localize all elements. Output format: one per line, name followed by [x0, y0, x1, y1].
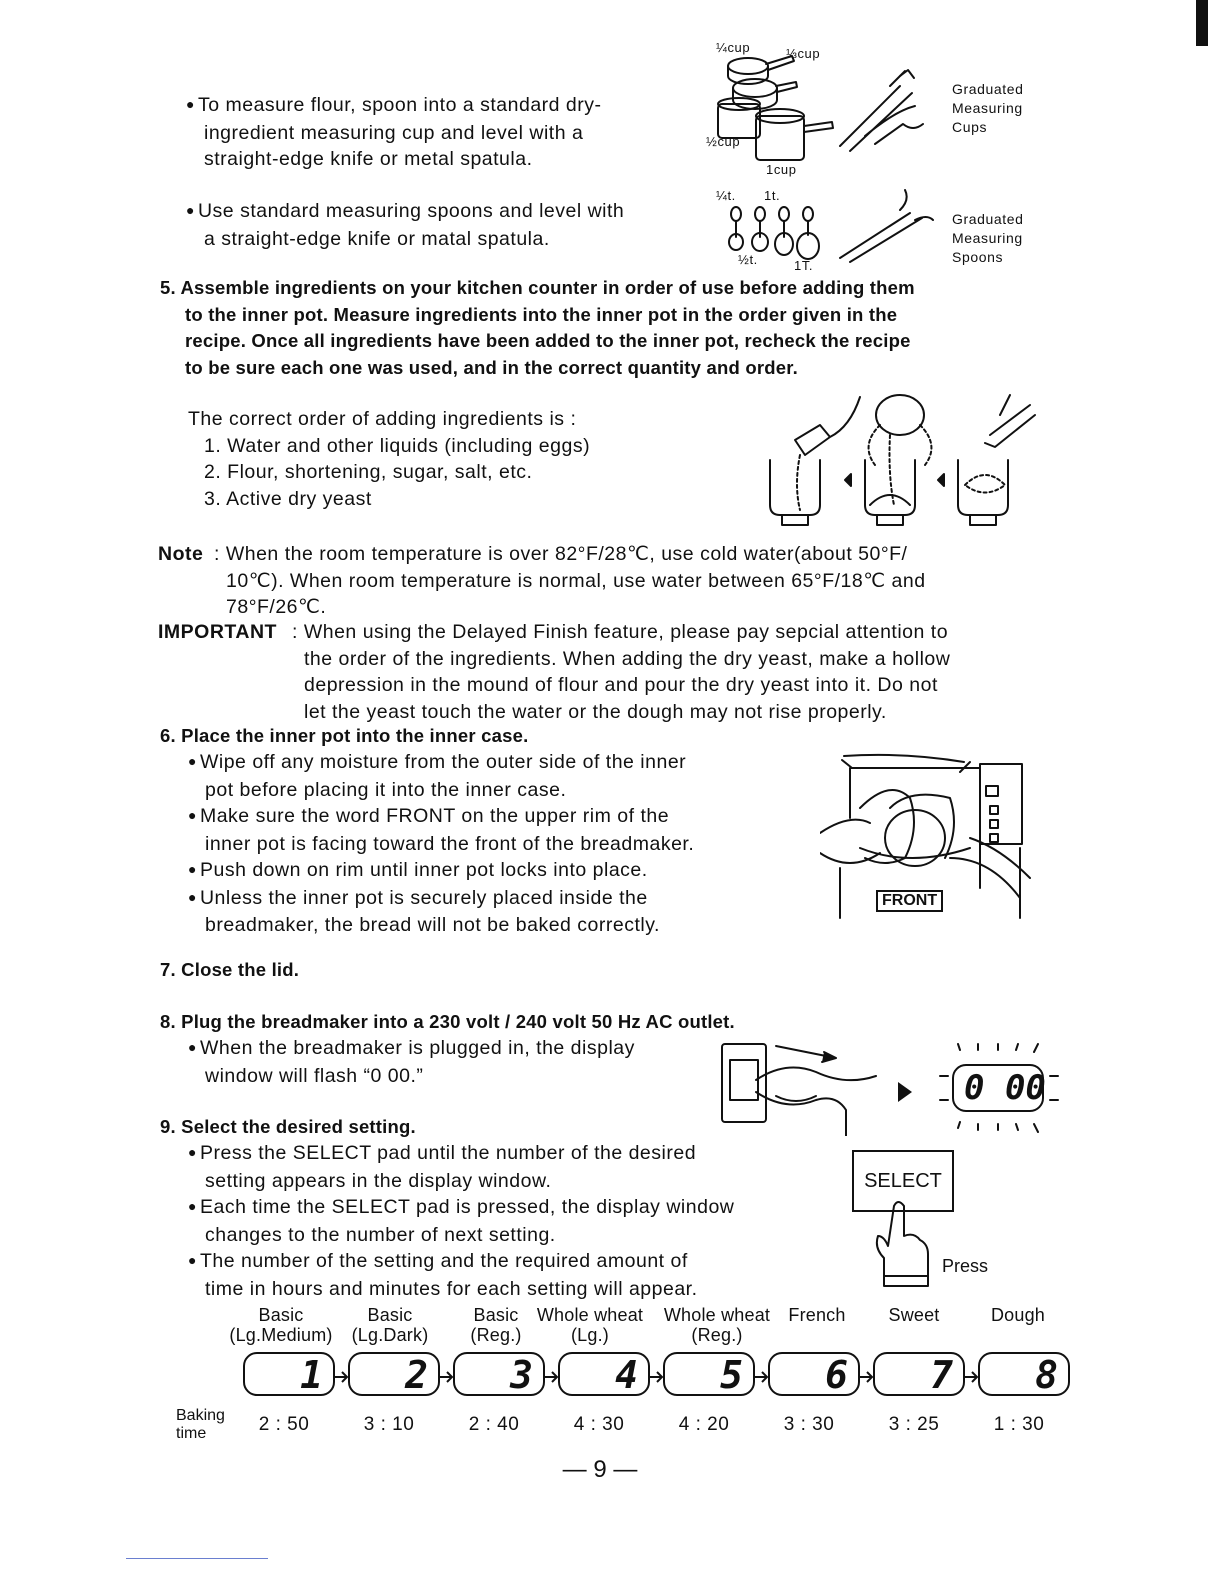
step8-bullet — [188, 1035, 635, 1089]
order-item: 2. Flour, shortening, sugar, salt, etc. — [204, 461, 533, 483]
step9-title: 9. Select the desired setting. — [160, 1116, 416, 1137]
spoon-line: ● Use standard measuring spoons and level with — [186, 198, 624, 226]
spoon-label-half: ½t. — [738, 252, 758, 267]
setting-display-3 — [453, 1352, 545, 1396]
step8-bullet-cont: window will flash “0 00.” — [205, 1064, 424, 1087]
step5-line: to be sure each one was used, and in the correct quantity and order. — [185, 356, 798, 378]
cups-caption-line: Cups — [952, 119, 988, 135]
step6-bullet: ● Push down on rim until inner pot locks into place. — [188, 857, 694, 885]
step6-bullet-cont: pot before placing it into the inner case. — [205, 778, 567, 801]
setting-number: 3 — [510, 1353, 533, 1397]
baking-time-1: 2 : 50 — [258, 1414, 310, 1435]
chevron-right-icon — [545, 1370, 559, 1384]
plug-illustration — [716, 1036, 896, 1136]
note-line: 78°F/26℃. — [226, 596, 327, 618]
baking-time-label-line: time — [176, 1425, 207, 1442]
important-label: IMPORTANT — [158, 621, 277, 643]
chevron-right-icon — [440, 1370, 454, 1384]
baking-time-label-line: Baking — [176, 1407, 225, 1424]
setting-name: Basic — [367, 1305, 413, 1325]
cups-caption-line: Measuring — [952, 100, 1023, 116]
baking-time-7: 3 : 25 — [888, 1414, 940, 1435]
setting-name: Sweet — [888, 1305, 940, 1325]
spoon-label-tbsp: 1T. — [794, 258, 814, 273]
setting-sub: (Lg.Medium) — [229, 1325, 333, 1345]
pressing-finger-icon — [868, 1198, 938, 1290]
step9-bullets — [188, 1140, 734, 1302]
setting-sub: (Reg.) — [691, 1325, 743, 1345]
cup-label-quarter: ¼cup — [716, 40, 751, 55]
step9-bullet-cont: changes to the number of next setting. — [205, 1223, 556, 1246]
setting-name: Basic — [258, 1305, 304, 1325]
setting-number: 8 — [1035, 1353, 1058, 1397]
note-line: 10℃). When room temperature is normal, use water between 65°F/18℃ and — [226, 569, 926, 592]
arrow-right-icon — [898, 1082, 912, 1102]
ingredient-order-illustration — [760, 385, 1050, 530]
note-label: Note — [158, 543, 204, 565]
step5-instruction — [160, 275, 915, 381]
order-item: 3. Active dry yeast — [204, 487, 372, 510]
step9-bullet: ● Press the SELECT pad until the number of the desired — [188, 1140, 734, 1168]
measure-flour-text — [186, 92, 602, 173]
cup-label-one: 1cup — [766, 162, 797, 177]
setting-label-4 — [530, 1305, 650, 1345]
flash-display-digits: 0 00 — [964, 1068, 1046, 1108]
order-intro: The correct order of adding ingredients is : — [188, 408, 577, 430]
step9-bullet: ● The number of the setting and the required amount of — [188, 1248, 734, 1276]
baking-time-5: 4 : 20 — [678, 1414, 730, 1435]
step9-bullet: ● Each time the SELECT pad is pressed, the display window — [188, 1194, 734, 1222]
front-label: FRONT — [876, 890, 943, 912]
setting-label-8 — [980, 1305, 1056, 1325]
chevron-right-icon — [965, 1370, 979, 1384]
setting-number: 6 — [825, 1353, 848, 1397]
setting-name: Dough — [990, 1305, 1046, 1325]
setting-display-8 — [978, 1352, 1070, 1396]
important-line: the order of the ingredients. When adding the dry yeast, make a hollow — [304, 647, 951, 670]
measure-spoons-text — [186, 198, 624, 252]
step7-title: 7. Close the lid. — [160, 959, 300, 980]
setting-label-5 — [656, 1305, 778, 1345]
setting-display-1 — [243, 1352, 335, 1396]
setting-number: 7 — [930, 1353, 953, 1397]
setting-sub: (Lg.Dark) — [351, 1325, 429, 1345]
step9-bullet-cont: setting appears in the display window. — [205, 1169, 552, 1192]
setting-label-7 — [876, 1305, 952, 1325]
chevron-right-icon — [755, 1370, 769, 1384]
page-number: — 9 — — [562, 1456, 638, 1483]
cup-label-half: ½cup — [706, 134, 741, 149]
baking-time-3: 2 : 40 — [468, 1414, 520, 1435]
corner-mark — [1196, 0, 1208, 46]
step5-line: to the inner pot. Measure ingredients into the inner pot in the order given in the — [185, 303, 898, 325]
setting-number: 2 — [405, 1353, 428, 1397]
spoons-caption-line: Spoons — [952, 249, 1004, 265]
step5-line: 5. Assemble ingredients on your kitchen counter in order of use before adding them — [160, 277, 915, 298]
spoons-caption-line: Measuring — [952, 230, 1023, 246]
setting-display-6 — [768, 1352, 860, 1396]
baking-time-8: 1 : 30 — [993, 1414, 1045, 1435]
baking-time-6: 3 : 30 — [783, 1414, 835, 1435]
setting-name: Basic — [473, 1305, 519, 1325]
step5-line: recipe. Once all ingredients have been added to the inner pot, recheck the recipe — [185, 330, 911, 351]
step8-title: 8. Plug the breadmaker into a 230 volt / 240 volt 50 Hz AC outlet. — [160, 1011, 735, 1032]
setting-display-7 — [873, 1352, 965, 1396]
flour-line: straight-edge knife or metal spatula. — [204, 148, 533, 170]
setting-number: 4 — [615, 1353, 638, 1397]
baking-time-2: 3 : 10 — [363, 1414, 415, 1435]
footer-rule — [126, 1558, 268, 1559]
step6-bullet-cont: inner pot is facing toward the front of the breadmaker. — [205, 832, 695, 855]
chevron-right-icon — [335, 1370, 349, 1384]
setting-label-2 — [344, 1305, 436, 1345]
setting-sub: (Lg.) — [570, 1325, 609, 1345]
setting-sub: (Reg.) — [470, 1325, 522, 1345]
step9-bullet-cont: time in hours and minutes for each setting will appear. — [205, 1277, 698, 1300]
select-pad[interactable]: SELECT — [852, 1150, 954, 1212]
setting-display-4 — [558, 1352, 650, 1396]
step6-bullet: ● Make sure the word FRONT on the upper rim of the — [188, 803, 694, 831]
setting-number: 1 — [300, 1353, 323, 1397]
step6-bullet-cont: breadmaker, the bread will not be baked correctly. — [205, 914, 660, 936]
note-line: : When the room temperature is over 82°F/28℃, use cold water(about 50°F/ — [214, 543, 908, 565]
cups-caption — [952, 80, 1024, 137]
flour-line: ingredient measuring cup and level with a — [204, 121, 584, 144]
important-line: let the yeast touch the water or the dough may not rise properly. — [304, 700, 887, 723]
setting-name: Whole wheat — [663, 1305, 771, 1325]
baking-time-4: 4 : 30 — [573, 1414, 625, 1435]
step6-bullet: ● Unless the inner pot is securely placed inside the — [188, 885, 694, 913]
setting-label-3 — [462, 1305, 530, 1345]
important-line: depression in the mound of flour and pour the dry yeast into it. Do not — [304, 674, 938, 696]
step6-bullets — [188, 749, 694, 939]
spoons-caption — [952, 210, 1024, 267]
spoon-label-one: 1t. — [764, 188, 781, 203]
setting-label-1 — [224, 1305, 338, 1345]
setting-number: 5 — [720, 1353, 743, 1397]
setting-display-5 — [663, 1352, 755, 1396]
order-item: 1. Water and other liquids (including eggs) — [204, 434, 591, 457]
note-text — [214, 541, 926, 621]
spoon-line: a straight-edge knife or matal spatula. — [204, 227, 550, 250]
flour-line: ● To measure flour, spoon into a standard dry- — [186, 92, 602, 120]
setting-name: Whole wheat — [536, 1305, 644, 1325]
flash-rays-icon — [934, 1040, 1064, 1140]
press-label: Press — [942, 1256, 989, 1276]
spoon-label-quarter: ¼t. — [716, 188, 736, 203]
setting-label-6 — [782, 1305, 852, 1325]
setting-display-2 — [348, 1352, 440, 1396]
cup-label-third: ⅓cup — [786, 46, 821, 61]
chevron-right-icon — [650, 1370, 664, 1384]
step6-title: 6. Place the inner pot into the inner case. — [160, 725, 529, 746]
important-line: : When using the Delayed Finish feature, please pay sepcial attention to — [292, 621, 949, 643]
chevron-right-icon — [860, 1370, 874, 1384]
step8-bullet-line: ● When the breadmaker is plugged in, the display — [188, 1035, 635, 1063]
ingredient-order — [188, 406, 590, 512]
baking-time-label — [176, 1407, 225, 1443]
important-text — [292, 619, 950, 725]
step6-bullet: ● Wipe off any moisture from the outer side of the inner — [188, 749, 694, 777]
setting-name: French — [788, 1305, 846, 1325]
measuring-cups-illustration — [700, 36, 960, 186]
spoons-caption-line: Graduated — [952, 211, 1024, 227]
cups-caption-line: Graduated — [952, 81, 1024, 97]
